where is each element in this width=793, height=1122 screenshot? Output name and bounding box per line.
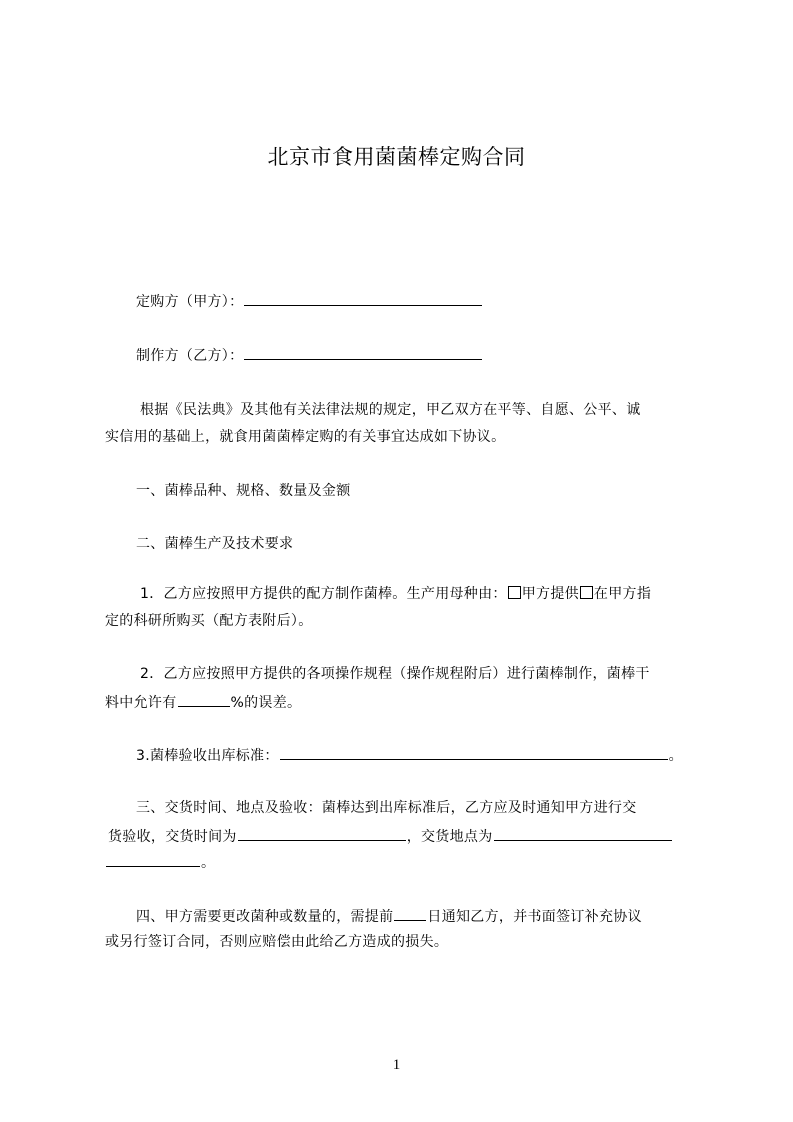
item-1-option-2: 在甲方指 bbox=[593, 586, 652, 602]
intro-line-1: 根据《民法典》及其他有关法律法规的规定，甲乙双方在平等、自愿、公平、诚 bbox=[140, 402, 641, 418]
section-3-text-b: ，交货地点为 bbox=[406, 829, 493, 845]
contract-title: 北京市食用菌菌棒定购合同 bbox=[267, 145, 526, 169]
item-1-text: 1．乙方应按照甲方提供的配方制作菌棒。生产用母种由： bbox=[140, 586, 507, 602]
section-4-line-2: 或另行签订合同，否则应赔偿由此给乙方造成的损失。 bbox=[105, 934, 449, 950]
item-3-label: 3.菌棒验收出库标准： bbox=[136, 748, 279, 764]
section-3-text-a: 货验收，交货时间为 bbox=[108, 829, 237, 845]
item-2-line-2 bbox=[105, 691, 705, 713]
item-2-text-b: %的误差。 bbox=[230, 695, 302, 711]
item-2-line-1: 2．乙方应按照甲方提供的各项操作规程（操作规程附后）进行菌棒制作，菌棒干 bbox=[140, 666, 650, 682]
tolerance-blank[interactable] bbox=[178, 691, 230, 707]
party-b-line bbox=[136, 344, 736, 366]
party-a-line bbox=[136, 290, 736, 312]
item-1-line-1 bbox=[140, 584, 740, 604]
delivery-time-blank[interactable] bbox=[238, 825, 406, 841]
item-1-option-1: 甲方提供 bbox=[521, 586, 579, 602]
section-1-heading: 一、菌棒品种、规格、数量及金额 bbox=[136, 483, 351, 499]
item-1-line-2: 定的科研所购买（配方表附后）。 bbox=[105, 613, 313, 629]
checkbox-party-a-supply[interactable] bbox=[508, 586, 521, 599]
section-3-line-1: 三、交货时间、地点及验收：菌棒达到出库标准后，乙方应及时通知甲方进行交 bbox=[136, 800, 637, 816]
notice-days-blank[interactable] bbox=[394, 905, 426, 921]
item-3-line bbox=[136, 744, 736, 766]
party-b-label: 制作方（乙方）： bbox=[136, 348, 244, 364]
section-4-line-1 bbox=[136, 905, 736, 927]
intro-line-2: 实信用的基础上，就食用菌菌棒定购的有关事宜达成如下协议。 bbox=[105, 429, 506, 445]
delivery-place-blank-continued[interactable] bbox=[106, 851, 200, 867]
section-4-text-b: 日通知乙方，并书面签订补充协议 bbox=[427, 909, 642, 925]
party-b-blank[interactable] bbox=[244, 344, 482, 360]
party-a-label: 定购方（甲方）： bbox=[136, 294, 244, 310]
party-a-blank[interactable] bbox=[244, 290, 482, 306]
item-3-end: 。 bbox=[668, 748, 683, 764]
checkbox-institute-purchase[interactable] bbox=[580, 586, 593, 599]
section-3-line-2 bbox=[108, 825, 708, 847]
section-3-end: 。 bbox=[201, 855, 216, 871]
page-number: 1 bbox=[392, 1057, 401, 1073]
section-4-text-a: 四、甲方需要更改菌种或数量的，需提前 bbox=[136, 909, 394, 925]
item-2-text-a: 料中允许有 bbox=[105, 695, 177, 711]
delivery-place-blank[interactable] bbox=[494, 825, 672, 841]
section-3-line-3 bbox=[105, 851, 705, 873]
acceptance-standard-blank[interactable] bbox=[280, 744, 668, 760]
section-2-heading: 二、菌棒生产及技术要求 bbox=[136, 536, 294, 552]
